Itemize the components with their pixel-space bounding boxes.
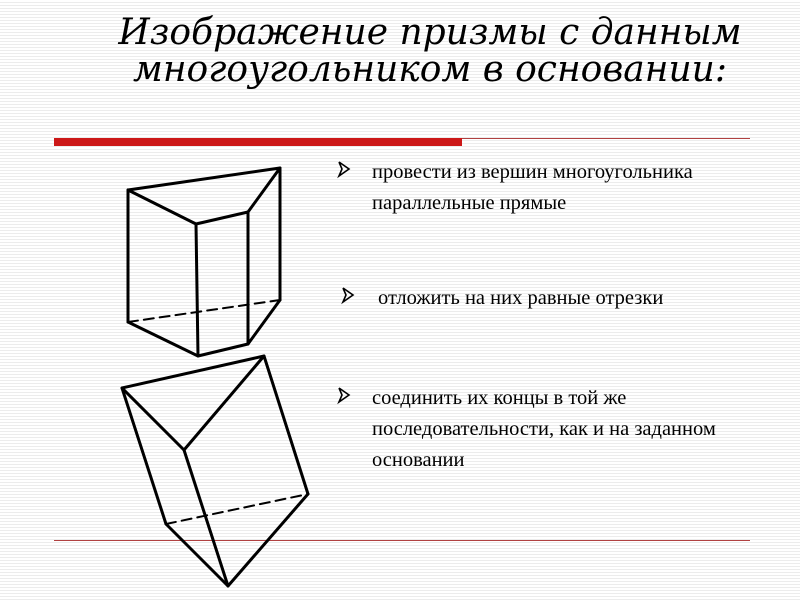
bullet-text: соединить их концы в той же последовательности, как и на заданном основании [372,387,716,471]
prism-1-bottom-visible [128,300,280,356]
tilted-triangular-prism [122,356,308,586]
prism-1-top-face [128,168,280,224]
bullet-item [334,157,774,219]
bullet-text: отложить на них равные отрезки [378,287,664,309]
prism-1-edge [196,224,198,356]
prism-1-hidden-edge [128,300,280,322]
slide-title-line-2: многоугольником в основании: [133,49,727,90]
upright-quadrilateral-prism [128,168,280,356]
prism-2-bottom-visible [166,494,308,586]
arrowhead-bullet-icon [334,159,354,179]
bullet-item [338,283,758,314]
prism-2-edge [264,356,308,494]
bullet-item [334,383,774,476]
bullet-text: провести из вершин многоугольника параллельные прямые [372,161,693,214]
arrowhead-bullet-icon [338,285,358,305]
slide-title-line-1: Изображение призмы с данным [118,12,742,53]
arrowhead-bullet-icon [334,385,354,405]
prism-2-top-face [122,356,264,450]
